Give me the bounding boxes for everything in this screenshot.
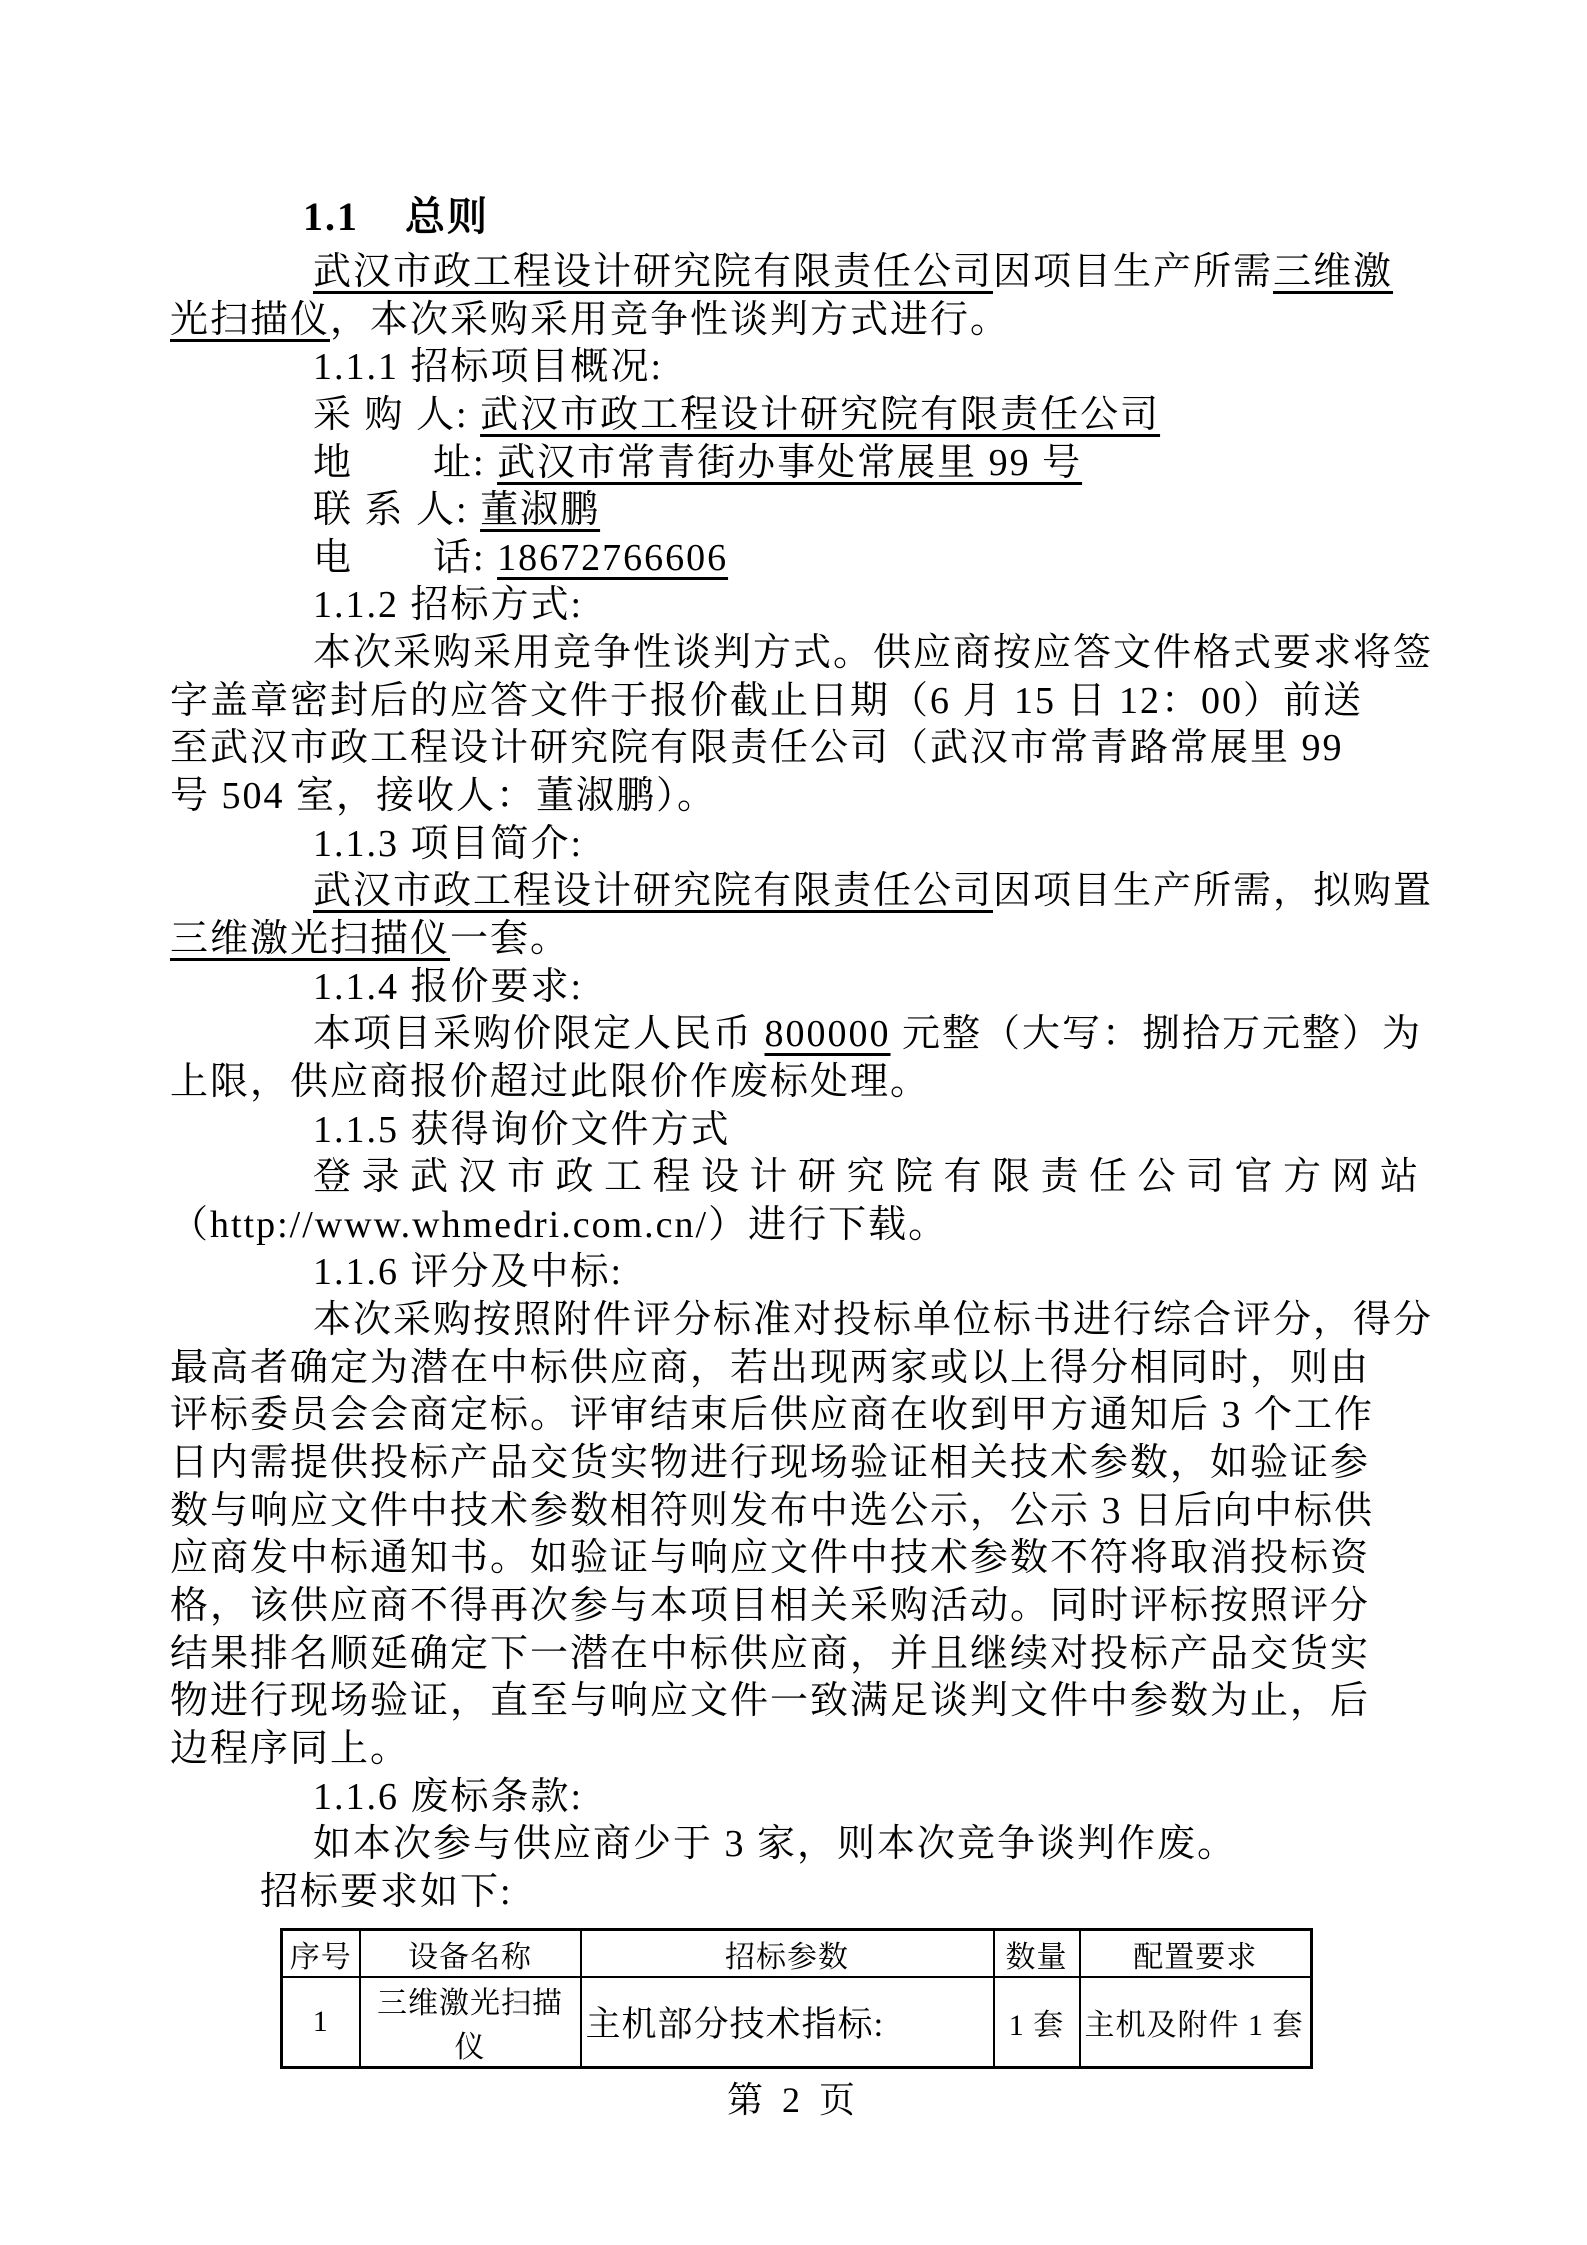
text-run: 招标要求如下: (260, 1870, 513, 1913)
text-run: 上限，供应商报价超过此限价作废标处理。 (170, 1060, 931, 1103)
document-line-21 (170, 1202, 1420, 1250)
underlined-text: 武汉市政工程设计研究院有限责任公司 (480, 393, 1161, 436)
text-run: 1.1.1 招标项目概况: (313, 346, 664, 389)
underlined-text: 光扫描仪 (170, 298, 331, 341)
table-header-cell: 配置要求 (1080, 1930, 1312, 1978)
text-run: 评标委员会会商定标。评审结束后供应商在收到甲方通知后 3 个工作 (170, 1394, 1375, 1437)
document-line-16 (170, 964, 1420, 1012)
document-line-9 (170, 630, 1434, 678)
table-cell: 1 套 (994, 1977, 1080, 2068)
text-run: 1.1.6 评分及中标: (313, 1251, 624, 1294)
document-line-26 (170, 1440, 1420, 1488)
text-run: 本次采购采用竞争性谈判方式。供应商按应答文件格式要求将签 (313, 632, 1434, 675)
text-run: 1.1.5 获得询价文件方式 (313, 1108, 731, 1151)
underlined-text: 18672766606 (497, 536, 729, 579)
document-line-29 (170, 1583, 1420, 1631)
document-line-23 (170, 1297, 1434, 1345)
bid-requirements-table (280, 1928, 1313, 2069)
text-run: 本项目采购价限定人民币 (313, 1013, 765, 1056)
text-run: 号 504 室，接收人：董淑鹏）。 (170, 775, 718, 818)
document-line-5 (170, 440, 1420, 488)
text-run: 最高者确定为潜在中标供应商，若出现两家或以上得分相同时，则由 (170, 1346, 1371, 1389)
text-run: 边程序同上。 (170, 1727, 411, 1770)
document-line-12 (170, 773, 1420, 821)
document-line-2 (170, 297, 1420, 345)
text-run: 应商发中标通知书。如验证与响应文件中技术参数不符将取消投标资 (170, 1537, 1371, 1580)
document-line-17 (170, 1011, 1423, 1059)
document-line-13 (170, 821, 1420, 869)
text-run: 1.1.3 项目简介: (313, 822, 584, 865)
text-run: ，本次采购采用竞争性谈判方式进行。 (330, 298, 1011, 341)
text-run: 元整（大写：捌拾万元整）为 (890, 1013, 1423, 1056)
text-run: 因项目生产所需，拟购置 (993, 870, 1434, 913)
underlined-text: 武汉市常青街办事处常展里 99 号 (497, 441, 1083, 484)
text-run: 采 购 人: (313, 393, 481, 436)
table-cell: 主机部分技术指标: (581, 1977, 994, 2068)
table-header-cell: 数量 (994, 1930, 1080, 1978)
text-run: 日内需提供投标产品交货实物进行现场验证相关技术参数，如验证参 (170, 1442, 1371, 1485)
document-line-18 (170, 1059, 1420, 1107)
document-line-34 (170, 1821, 1420, 1869)
table-header-row (282, 1930, 1312, 1978)
document-line-24 (170, 1345, 1420, 1393)
page-footer (0, 2072, 1587, 2123)
underlined-text: 三维激光扫描仪 (170, 917, 451, 960)
section-heading (170, 190, 1553, 243)
text-run: 因项目生产所需 (993, 251, 1274, 293)
document-line-28 (170, 1535, 1420, 1583)
document-line-7 (170, 535, 1420, 583)
document-line-15 (170, 916, 1420, 964)
section-number: 1.1 (303, 194, 359, 239)
document-line-25 (170, 1392, 1420, 1440)
underlined-text: 董淑鹏 (480, 489, 601, 532)
document-line-22 (170, 1249, 1420, 1297)
text-run: 物进行现场验证，直至与响应文件一致满足谈判文件中参数为止，后 (170, 1680, 1371, 1723)
text-run: 一套。 (450, 917, 571, 960)
text-run: 1.1.6 废标条款: (313, 1775, 584, 1818)
document-line-30 (170, 1631, 1420, 1679)
text-run: 1.1.2 招标方式: (313, 584, 584, 627)
table-header-cell: 设备名称 (360, 1930, 581, 1978)
document-line-19 (170, 1107, 1420, 1155)
table-header-cell: 招标参数 (581, 1930, 994, 1978)
text-run: 格，该供应商不得再次参与本项目相关采购活动。同时评标按照评分 (170, 1584, 1371, 1627)
text-run: 结果排名顺延确定下一潜在中标供应商，并且继续对投标产品交货实 (170, 1632, 1371, 1675)
text-run: 地 址: (313, 441, 498, 484)
text-run: 字盖章密封后的应答文件于报价截止日期（6 月 15 日 12：00）前送 (170, 679, 1364, 722)
document-line-11 (170, 725, 1420, 773)
text-run: 如本次参与供应商少于 3 家，则本次竞争谈判作废。 (313, 1823, 1238, 1866)
page-number-label: 第 2 页 (726, 2080, 860, 2120)
section-title: 总则 (405, 194, 489, 239)
underlined-text: 武汉市政工程设计研究院有限责任公司 (313, 870, 994, 913)
document-line-4 (170, 392, 1420, 440)
document-line-35 (170, 1869, 1420, 1917)
text-run: 本次采购按照附件评分标准对投标单位标书进行综合评分，得分 (313, 1299, 1434, 1342)
text-run: 联 系 人: (313, 489, 481, 532)
underlined-text: 武汉市政工程设计研究院有限责任公司 (313, 251, 994, 293)
document-line-8 (170, 582, 1420, 630)
table-cell: 三维激光扫描仪 (360, 1977, 581, 2068)
document-line-14 (170, 868, 1434, 916)
document-body (170, 249, 1434, 1916)
text-run: 数与响应文件中技术参数相符则发布中选公示，公示 3 日后向中标供 (170, 1489, 1375, 1532)
document-line-33 (170, 1774, 1420, 1822)
text-run: 1.1.4 报价要求: (313, 965, 584, 1008)
underlined-text: 三维激 (1273, 251, 1394, 293)
table-row (282, 1977, 1312, 2068)
text-run: 登录武汉市政工程设计研究院有限责任公司官方网站 (313, 1156, 1429, 1199)
document-line-20 (170, 1154, 1429, 1202)
underlined-text: 800000 (764, 1013, 891, 1056)
document-line-32 (170, 1726, 1420, 1774)
document-line-3 (170, 344, 1420, 392)
text-run: 电 话: (313, 536, 498, 579)
document-line-6 (170, 487, 1420, 535)
text-run: 至武汉市政工程设计研究院有限责任公司（武汉市常青路常展里 99 (170, 727, 1344, 770)
text-run: （http://www.whmedri.com.cn/）进行下载。 (170, 1203, 949, 1246)
document-line-27 (170, 1488, 1420, 1536)
document-line-10 (170, 678, 1420, 726)
document-line-1 (170, 249, 1420, 297)
document-line-31 (170, 1678, 1420, 1726)
table-cell: 1 (282, 1977, 360, 2068)
table-cell: 主机及附件 1 套 (1080, 1977, 1312, 2068)
table-header-cell: 序号 (282, 1930, 360, 1978)
